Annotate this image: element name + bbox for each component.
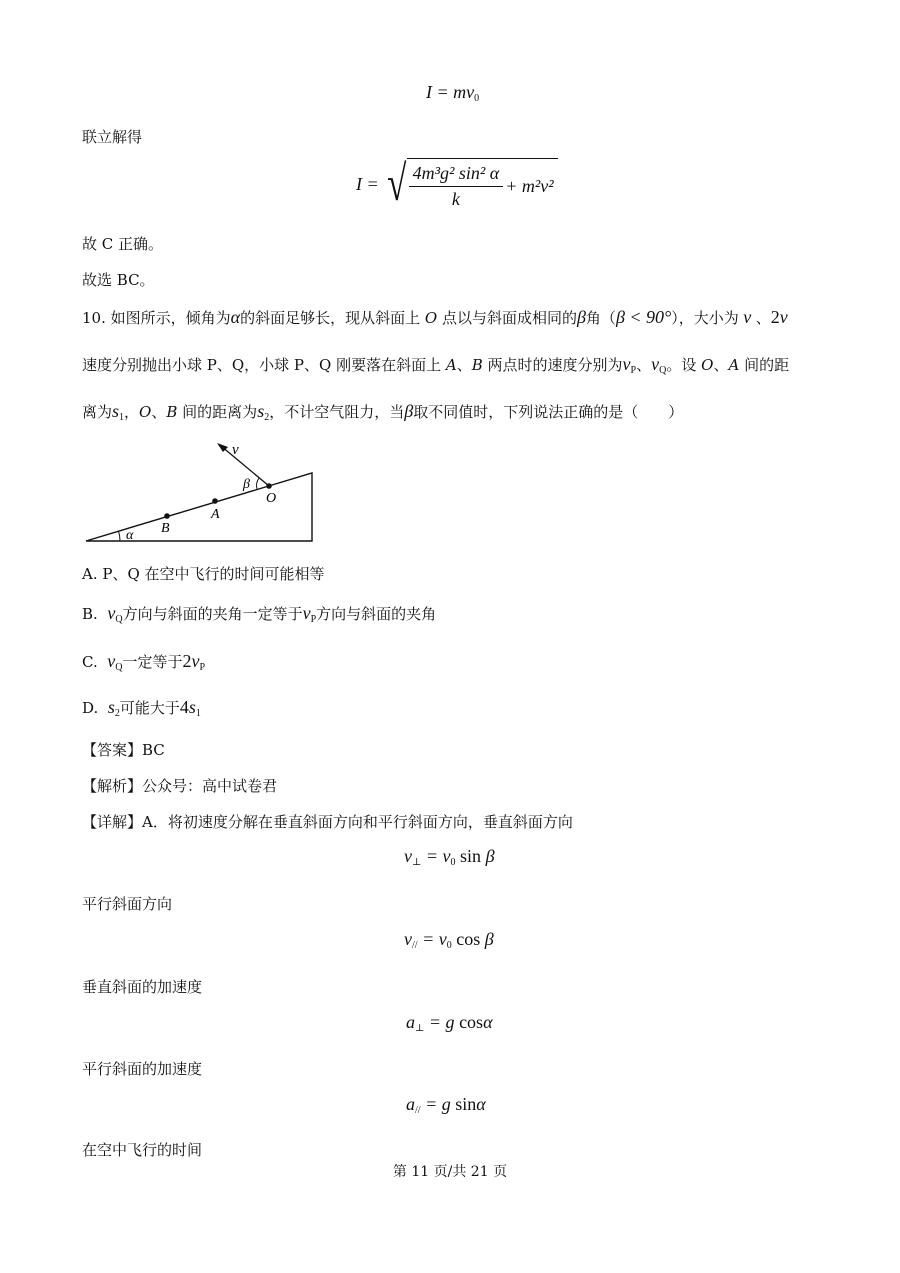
option-d-letter: D.: [82, 699, 99, 717]
equation-a-par: $a_{//} = g$ sinα: [406, 1094, 486, 1116]
q10-l2-a: 速度分别抛出小球 P、Q，小球 P、Q 刚要落在斜面上: [82, 356, 442, 374]
q10-l1-d: 角（: [585, 309, 616, 327]
s2-symbol-d: $s_2$: [107, 697, 120, 719]
q10-l1-f: 、: [755, 309, 771, 327]
s2-symbol: $s_2$: [257, 401, 270, 423]
option-c-mid: 一定等于: [122, 653, 183, 671]
option-d: [82, 697, 201, 719]
incline-triangle: [86, 473, 312, 541]
sqrt-symbol: √: [387, 155, 407, 211]
question-10-line-2: 速度分别抛出小球 P、Q，小球 P、Q 刚要落在斜面上 A、B 两点时的速度分别为$v_P$、$v_Q$。设 O、A 间的距: [82, 354, 790, 376]
text-perp-acc: 垂直斜面的加速度: [82, 978, 203, 996]
fraction: [409, 163, 504, 210]
equation-a-perp: $a_\perp = g$ cosα: [406, 1012, 493, 1034]
equation-impulse-sub: 0: [474, 93, 480, 104]
answer-line: 【答案】BC: [82, 741, 165, 759]
vq-symbol-c: $v_Q$: [107, 651, 123, 673]
q10-l3-b: ，: [124, 403, 140, 421]
question-10-line-1: [82, 307, 788, 328]
detail-line: 【详解】A．将初速度分解在垂直斜面方向和平行斜面方向，垂直斜面方向: [82, 813, 573, 831]
two-v-symbol: 2v: [770, 307, 788, 327]
q10-l1-c: 点以与斜面成相同的: [441, 309, 577, 327]
sqrt-body: [407, 158, 558, 210]
equation-impulse-text: I = mv: [426, 82, 475, 102]
alpha-arc: [119, 531, 121, 541]
vq-symbol: $v_Q$: [651, 354, 667, 376]
vq-symbol-b: $v_Q$: [107, 603, 123, 625]
vp-symbol: $v_P$: [622, 354, 637, 376]
s1-symbol: $s_1$: [112, 401, 125, 423]
point-O: O: [420, 309, 442, 327]
q10-l3-d: ，不计空气阻力，当: [269, 403, 405, 421]
option-b-letter: B.: [82, 605, 98, 623]
point-B-dot: [164, 513, 170, 519]
text-c-correct: 故 C 正确。: [82, 235, 164, 253]
option-b: [82, 603, 436, 625]
question-10-line-3: 离为$s_1$，O、B 间的距离为$s_2$，不计空气阻力，当β取不同值时，下列说法正确的是（ ）: [82, 401, 684, 423]
label-B: B: [161, 521, 170, 536]
q10-l2-b: 两点时的速度分别为: [487, 356, 623, 374]
label-v: v: [232, 442, 239, 458]
equation-impulse: [426, 82, 479, 104]
q10-l1-a: 10. 如图所示，倾角为: [82, 309, 231, 327]
label-O: O: [266, 491, 277, 506]
v-symbol: v: [738, 307, 756, 327]
incline-figure: [80, 436, 330, 548]
equation-v-par: $v_{//} = v_0$ cos β: [404, 929, 494, 951]
q10-l3-c: 间的距离为: [182, 403, 258, 421]
fraction-denominator: k: [451, 189, 460, 209]
option-c: [82, 651, 205, 673]
q10-l3-e: 取不同值时，下列说法正确的是（ ）: [413, 403, 684, 421]
label-alpha: α: [126, 528, 134, 543]
q10-l2-c: 。设: [666, 356, 697, 374]
text-flight-time: 在空中飞行的时间: [82, 1141, 203, 1159]
text-par-dir: 平行斜面方向: [82, 895, 173, 913]
equation-result: [356, 155, 558, 211]
beta-arc: [257, 478, 259, 489]
option-b-mid: 方向与斜面的夹角一定等于: [122, 605, 303, 623]
text-choose-bc: 故选 BC。: [82, 271, 155, 289]
option-a: A. P、Q 在空中飞行的时间可能相等: [82, 565, 325, 583]
text-par-acc: 平行斜面的加速度: [82, 1060, 203, 1078]
point-O-dot: [266, 483, 272, 489]
equation-result-lhs: I =: [356, 173, 384, 194]
beta-condition: β < 90°: [615, 307, 672, 327]
four-s1-symbol: $4s_1$: [179, 697, 201, 719]
q10-l1-b: 的斜面足够长，现从斜面上: [240, 309, 421, 327]
analysis-line: 【解析】公众号：高中试卷君: [82, 777, 278, 795]
equation-v-perp: $v_\perp = v_0$ sin β: [404, 846, 495, 868]
option-d-mid: 可能大于: [119, 699, 180, 717]
equation-result-plus: + m²v²: [505, 176, 554, 196]
beta-symbol: β: [576, 307, 586, 327]
alpha-symbol: α: [230, 307, 241, 327]
label-A: A: [211, 507, 220, 522]
q10-l2-d: 间的距: [744, 356, 790, 374]
two-vp-symbol: $2v_P$: [182, 651, 206, 673]
beta-symbol-2: β: [404, 401, 414, 421]
option-b-end: 方向与斜面的夹角: [316, 605, 437, 623]
point-A-dot: [212, 498, 218, 504]
label-beta: β: [243, 477, 250, 492]
sqrt-radical: [383, 155, 558, 211]
page-footer: 第 11 页/共 21 页: [392, 1164, 508, 1180]
vp-symbol-b: $v_P$: [302, 603, 317, 625]
q10-l3-a: 离为: [82, 403, 113, 421]
option-c-letter: C.: [82, 653, 98, 671]
q10-l1-e: ），大小为: [671, 309, 739, 327]
fraction-numerator: 4m³g² sin² α: [409, 163, 504, 187]
text-lianli: 联立解得: [82, 128, 143, 146]
